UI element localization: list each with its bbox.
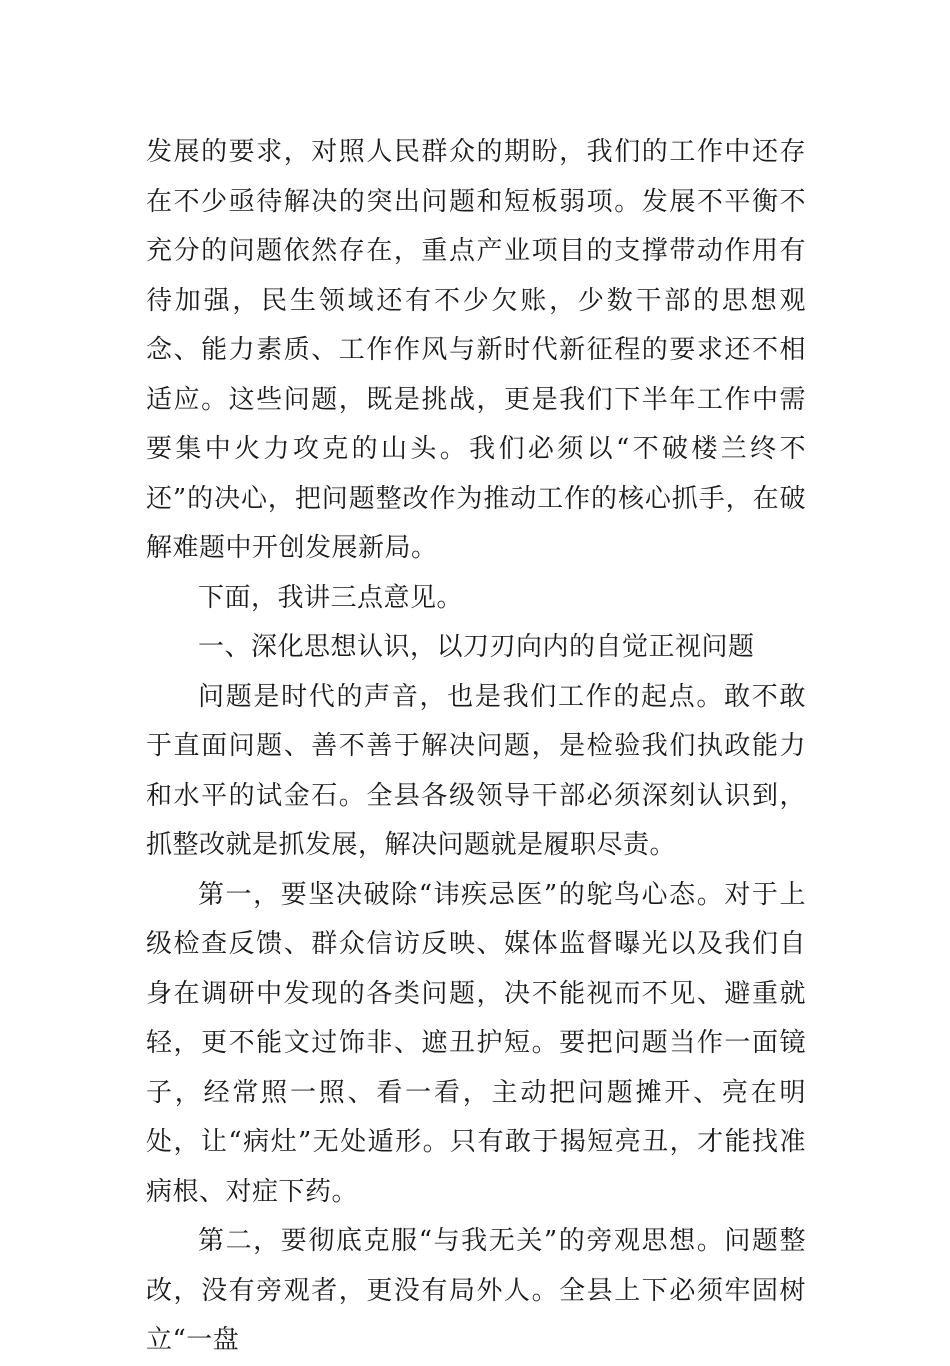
paragraph-point-first: 第一，要坚决破除“讳疾忌医”的鸵鸟心态。对于上级检查反馈、群众信访反映、媒体监督曝光以及我们自身在调研中发现的各类问题，决不能视而不见、避重就轻，更不能文过饰非、遮丑护短。要把问题当作一面镜子，经常照一照、看一看，主动把问题摊开、亮在明处，让“病灶”无处遁形。只有敢于揭短亮丑，才能找准病根、对症下药。 [146, 879, 806, 1207]
paragraph-problems-voice: 问题是时代的声音，也是我们工作的起点。敢不敢于直面问题、善不善于解决问题，是检验我们执政能力和水平的试金石。全县各级领导干部必须深刻认识到，抓整改就是抓发展，解决问题就是履职尽责。 [146, 681, 806, 860]
paragraph-intro-opinions: 下面，我讲三点意见。 [198, 582, 464, 613]
paragraph-continuation: 发展的要求，对照人民群众的期盼，我们的工作中还存在不少亟待解决的突出问题和短板弱项。发展不平衡不充分的问题依然存在，重点产业项目的支撑带动作用有待加强，民生领域还有不少欠账，少数干部的思想观念、能力素质、工作作风与新时代新征程的要求还不相适应。这些问题，既是挑战，更是我们下半年工作中需要集中火力攻克的山头。我们必须以“不破楼兰终不还”的决心，把问题整改作为推动工作的核心抓手，在破解难题中开创发展新局。 [146, 137, 806, 563]
paragraph-point-second: 第二，要彻底克服“与我无关”的旁观思想。问题整改，没有旁观者，更没有局外人。全县上下必须牢固树立“一盘 [146, 1226, 806, 1355]
section-heading-1: 一、深化思想认识，以刀刃向内的自觉正视问题 [198, 632, 755, 662]
document-body [146, 128, 806, 1366]
